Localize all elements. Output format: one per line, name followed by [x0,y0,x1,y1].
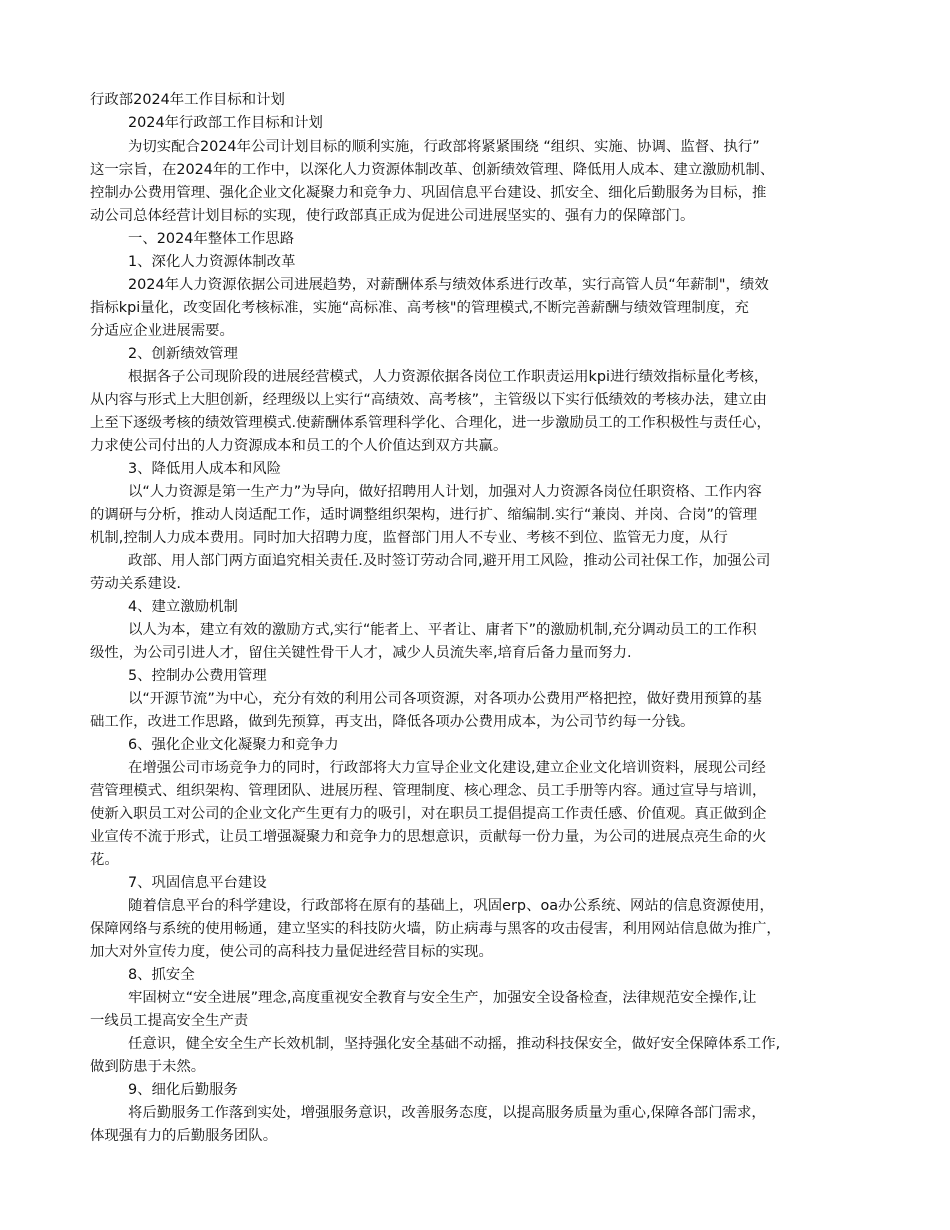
paragraph-line: 为切实配合2024年公司计划目标的顺利实施，行政部将紧紧围绕 “组织、实施、协调、监督、执行” [128,139,760,155]
paragraph-line: 上至下逐级考核的绩效管理模式.使薪酬体系管理科学化、合理化，进一步激励员工的工作积极性与责任心， [90,415,771,431]
paragraph-line: 任意识，健全安全生产长效机制，坚持强化安全基础不动摇，推动科技保安全，做好安全保障体系工作, [128,1036,781,1052]
paragraph-line: 在增强公司市场竞争力的同时，行政部将大力宣导企业文化建设,建立企业文化培训资料，展现公司经 [128,760,766,776]
paragraph-line: 劳动关系建设. [90,576,181,592]
subsection-heading: 3、降低用人成本和风险 [128,461,282,477]
subsection-heading: 2、创新绩效管理 [128,346,238,362]
document-subtitle: 2024年行政部工作目标和计划 [128,115,323,131]
paragraph-line: 这一宗旨，在2024年的工作中，以深化人力资源体制改革、创新绩效管理、降低用人成本、建立激励机制、 [90,162,775,178]
paragraph-line: 级性，为公司引进人才，留住关键性骨干人才，减少人员流失率,培育后备力量而努力. [90,645,632,661]
paragraph-line: 营管理模式、组织架构、管理团队、进展历程、管理制度、核心理念、员工手册等内容。通过宣导与培训， [90,783,767,799]
paragraph-line: 2024年人力资源依据公司进展趋势，对薪酬体系与绩效体系进行改革，实行高管人员“年薪制"，绩效 [128,277,769,293]
paragraph-line: 政部、用人部门两方面追究相关责任.及时签订劳动合同,避开用工风险，推动公司社保工作，加强公司 [128,553,771,569]
paragraph-line: 的调研与分析，推动人岗适配工作，适时调整组织架构，进行扩、缩编制.实行“兼岗、并岗、合岗”的管理 [90,507,758,523]
paragraph-line: 业宣传不流于形式，让员工增强凝聚力和竞争力的思想意识，贡献每一份力量，为公司的进展点亮生命的火 [90,829,767,845]
paragraph-line: 根据各子公司现阶段的进展经营模式，人力资源依据各岗位工作职责运用kpi进行绩效指标量化考核， [128,369,769,385]
paragraph-line: 随着信息平台的科学建设，行政部将在原有的基础上，巩固erp、oa办公系统、网站的信息资源使用， [128,898,774,914]
paragraph-line: 使新入职员工对公司的企业文化产生更有力的吸引，对在职员工提倡提高工作责任感、价值观。真正做到企 [90,806,767,822]
subsection-heading: 4、建立激励机制 [128,599,238,615]
paragraph-line: 础工作，改进工作思路，做到先预算，再支出，降低各项办公费用成本，为公司节约每一分钱。 [90,714,695,730]
paragraph-line: 力求使公司付出的人力资源成本和员工的个人价值达到双方共赢。 [90,438,508,454]
paragraph-line: 指标kpi量化，改变固化考核标准，实施“高标准、高考核"的管理模式,不断完善薪酬与绩效管理制度，充 [90,300,749,316]
subsection-heading: 5、控制办公费用管理 [128,668,267,684]
paragraph-line: 以人为本，建立有效的激励方式,实行“能者上、平者让、庸者下”的激励机制,充分调动员工的工作积 [128,622,757,638]
subsection-heading: 1、深化人力资源体制改革 [128,254,296,270]
paragraph-line: 从内容与形式上大胆创新，经理级以上实行“高绩效、高考核”，主管级以下实行低绩效的考核办法，建立由 [90,392,767,408]
subsection-heading: 7、巩固信息平台建设 [128,875,267,891]
paragraph-line: 保障网络与系统的使用畅通，建立坚实的科技防火墙，防止病毒与黑客的攻击侵害，利用网站信息做为推广， [90,921,781,937]
paragraph-line: 花。 [90,852,119,868]
subsection-heading: 9、细化后勤服务 [128,1082,238,1098]
subsection-heading: 6、强化企业文化凝聚力和竞争力 [128,737,339,753]
paragraph-line: 体现强有力的后勤服务团队。 [90,1128,278,1144]
subsection-heading: 8、抓安全 [128,967,195,983]
paragraph-line: 动公司总体经营计划目标的实现，使行政部真正成为促进公司进展坚实的、强有力的保障部门。 [90,208,695,224]
document-title: 行政部2024年工作目标和计划 [90,92,285,108]
paragraph-line: 一线员工提高安全生产责 [90,1013,249,1029]
paragraph-line: 分适应企业进展需要。 [90,323,234,339]
paragraph-line: 牢固树立“安全进展”理念,高度重视安全教育与安全生产，加强安全设备检查，法律规范安全操作,让 [128,990,757,1006]
paragraph-line: 控制办公费用管理、强化企业文化凝聚力和竞争力、巩固信息平台建设、抓安全、细化后勤服务为目标，推 [90,185,767,201]
section-heading: 一、2024年整体工作思路 [128,231,295,247]
paragraph-line: 将后勤服务工作落到实处，增强服务意识，改善服务态度，以提高服务质量为重心,保障各部门需求， [128,1105,766,1121]
paragraph-line: 机制,控制人力成本费用。同时加大招聘力度，监督部门用人不专业、考核不到位、监管无力度，从行 [90,530,728,546]
paragraph-line: 以“开源节流”为中心，充分有效的利用公司各项资源，对各项办公费用严格把控，做好费用预算的基 [128,691,762,707]
paragraph-line: 做到防患于未然。 [90,1059,206,1075]
paragraph-line: 加大对外宣传力度，使公司的高科技力量促进经营目标的实现。 [90,944,493,960]
paragraph-line: 以“人力资源是第一生产力”为导向，做好招聘用人计划，加强对人力资源各岗位任职资格、工作内容 [128,484,762,500]
